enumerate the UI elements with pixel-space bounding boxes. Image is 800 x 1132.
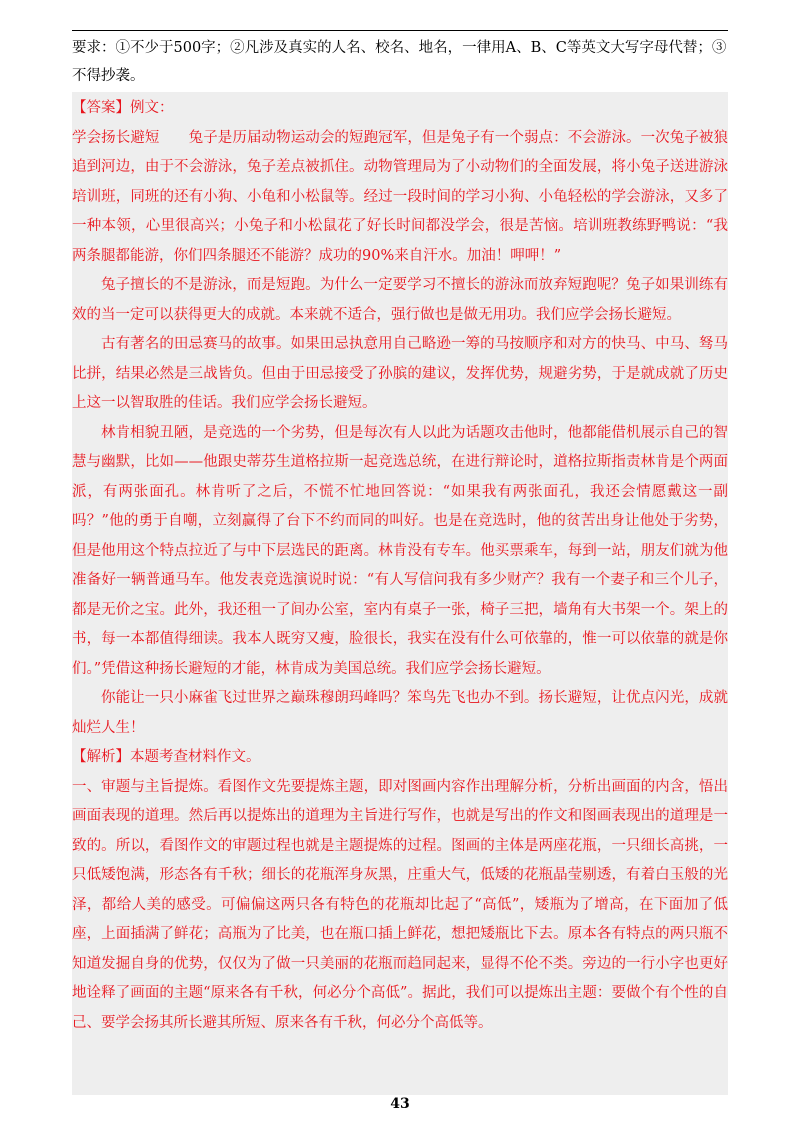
document-page [72, 0, 728, 1132]
answer-content [72, 94, 728, 1038]
requirement-text: 要求：①不少于500字；②凡涉及真实的人名、校名、地名，一律用A、B、C等英文大写字母代替；③不得抄袭。 [72, 40, 727, 84]
analysis-intro: 本题考查材料作文。 [130, 749, 261, 765]
answer-header [72, 94, 728, 124]
answer-intro: 例文： [130, 100, 174, 116]
answer-tag: 【答案】 [72, 100, 130, 116]
top-rule [72, 30, 728, 31]
analysis-paragraph: 一、审题与主旨提炼。看图作文先要提炼主题，即对图画内容作出理解分析，分析出画面的内含，悟出画面表现的道理。然后再以提炼出的道理为主旨进行写作，也就是写出的作文和图画表现出的道理是一致的。所以，看图作文的审题过程也就是主题提炼的过程。图画的主体是两座花瓶，一只细长高挑，一只低矮饱满，形态各有千秋；细长的花瓶浑身灰黑，庄重大气，低矮的花瓶晶莹剔透，有着白玉般的光泽，都给人美的感受。可偏偏这两只各有特色的花瓶却比起了“高低”，矮瓶为了增高，在下面加了低座，上面插满了鲜花；高瓶为了比美，也在瓶口插上鲜花，想把矮瓶比下去。原本各有特点的两只瓶不知道发掘自身的优势，仅仅为了做一只美丽的花瓶而趋同起来，显得不伦不类。旁边的一行小字也更好地诠释了画面的主题“原来各有千秋，何必分个高低”。据此，我们可以提炼出主题：要做个有个性的自己、要学会扬其所长避其所短、原来各有千秋，何必分个高低等。 [72, 778, 728, 1031]
essay-paragraph-1: 兔子擅长的不是游泳，而是短跑。为什么一定要学习不擅长的游泳而放弃短跑呢？兔子如果训练有效的当一定可以获得更大的成就。本来就不适合，强行做也是做无用功。我们应学会扬长避短。 [72, 277, 728, 323]
analysis-tag: 【解析】 [72, 749, 130, 765]
essay-title-paragraph: 学会扬长避短 兔子是历届动物运动会的短跑冠军，但是兔子有一个弱点：不会游泳。一次兔子被狼追到河边，由于不会游泳，兔子差点被抓住。动物管理局为了小动物们的全面发展，将小兔子送进游泳培训班，同班的还有小狗、小龟和小松鼠等。经过一段时间的学习小狗、小龟轻松的学会游泳，又多了一种本领，心里很高兴；小兔子和小松鼠花了好长时间都没学会，很是苦恼。培训班教练野鸭说：“我两条腿都能游，你们四条腿还不能游？成功的90%来自汗水。加油！呷呷！” [72, 129, 728, 264]
page-number: 43 [390, 1096, 410, 1112]
essay-paragraph-4: 你能让一只小麻雀飞过世界之巅珠穆朗玛峰吗？笨鸟先飞也办不到。扬长避短，让优点闪光，成就灿烂人生！ [72, 690, 728, 736]
answer-box [72, 92, 728, 1095]
essay-paragraph-2: 古有著名的田忌赛马的故事。如果田忌执意用自己略逊一筹的马按顺序和对方的快马、中马、驽马比拼，结果必然是三战皆负。但由于田忌接受了孙膑的建议，发挥优势，规避劣势，于是就成就了历史上这一以智取胜的佳话。我们应学会扬长避短。 [72, 336, 728, 411]
essay-paragraph-3: 林肯相貌丑陋，是竞选的一个劣势，但是每次有人以此为话题攻击他时，他都能借机展示自己的智慧与幽默，比如——他跟史蒂芬生道格拉斯一起竞选总统，在进行辩论时，道格拉斯指责林肯是个两面派，有两张面孔。林肯听了之后，不慌不忙地回答说：“如果我有两张面孔，我还会情愿戴这一副吗？”他的勇于自嘲，立刻赢得了台下不约而同的叫好。也是在竞选时，他的贫苦出身让他处于劣势，但是他用这个特点拉近了与中下层选民的距离。林肯没有专车。他买票乘车，每到一站，朋友们就为他准备好一辆普通马车。他发表竞选演说时说：“有人写信问我有多少财产？我有一个妻子和三个儿子，都是无价之宝。此外，我还租一了间办公室，室内有桌子一张，椅子三把，墙角有大书架一个。架上的书，每一本都值得细读。我本人既穷又瘦，脸很长，我实在没有什么可依靠的，惟一可以依靠的就是你们。”凭借这种扬长避短的才能，林肯成为美国总统。我们应学会扬长避短。 [72, 424, 728, 677]
analysis-header [72, 743, 728, 773]
